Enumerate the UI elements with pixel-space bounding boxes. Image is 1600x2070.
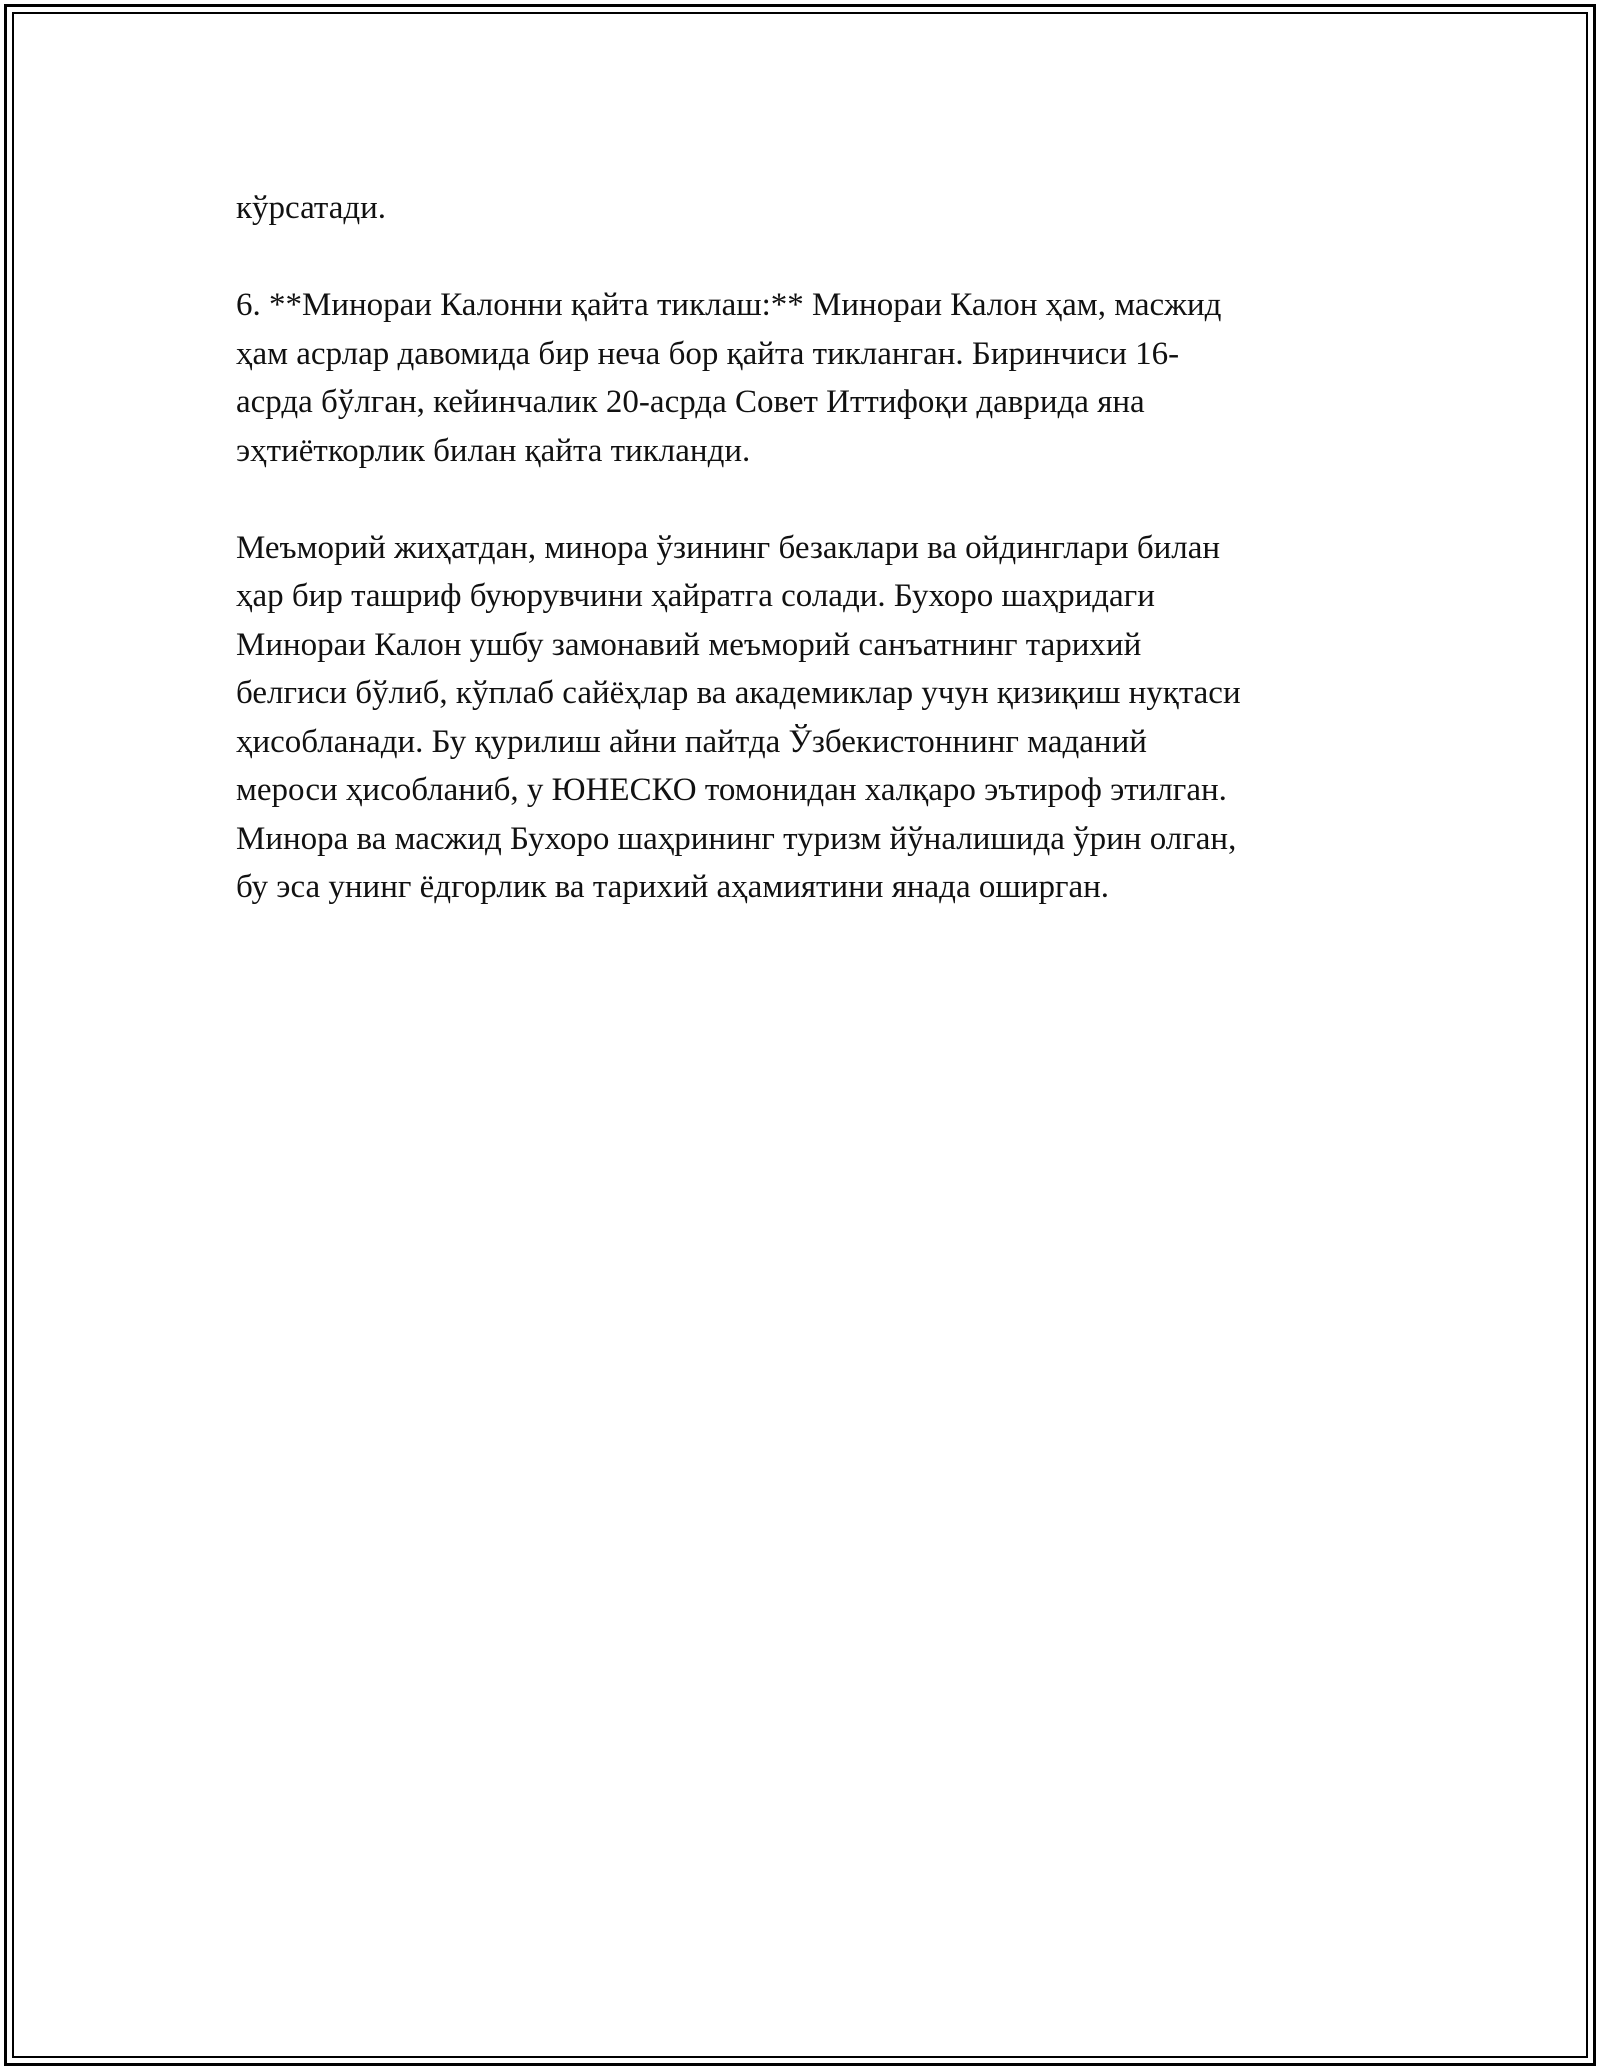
text-line: Минораи Калон ушбу замонавий меъморий санъатнинг тарихий — [236, 626, 1142, 663]
paragraph-continuation — [236, 184, 1366, 233]
text-line: кўрсатади. — [236, 190, 387, 226]
text-line: белгиси бўлиб, кўплаб сайёҳлар ва академиклар учун қизиқиш нуқтаси — [236, 675, 1241, 711]
text-line: бу эса унинг ёдгорлик ва тарихий аҳамиятини янада оширган. — [236, 869, 1110, 905]
paragraph-restoration — [236, 281, 1366, 475]
paragraph-architecture — [236, 524, 1366, 912]
document-body — [236, 184, 1366, 912]
text-line: эҳтиёткорлик билан қайта тикланди. — [236, 432, 751, 469]
text-line: ҳар бир ташриф буюрувчини ҳайратга солади. Бухоро шаҳридаги — [236, 578, 1155, 614]
text-line: мероси ҳисобланиб, у ЮНЕСКО томонидан халқаро эътироф этилган. — [236, 772, 1227, 808]
text-line: Минора ва масжид Бухоро шаҳрининг туризм йўналишида ўрин олган, — [236, 820, 1237, 857]
text-line: 6. **Минораи Калонни қайта тиклаш:** Минораи Калон ҳам, масжид — [236, 287, 1222, 323]
text-line: Меъморий жиҳатдан, минора ўзининг безаклари ва ойдинглари билан — [236, 529, 1221, 566]
text-line: ҳам асрлар давомида бир неча бор қайта тикланган. Биринчиси 16- — [236, 335, 1180, 372]
text-line: асрда бўлган, кейинчалик 20-асрда Совет Иттифоқи даврида яна — [236, 384, 1145, 420]
text-line: ҳисобланади. Бу қурилиш айни пайтда Ўзбекистоннинг маданий — [236, 723, 1147, 760]
